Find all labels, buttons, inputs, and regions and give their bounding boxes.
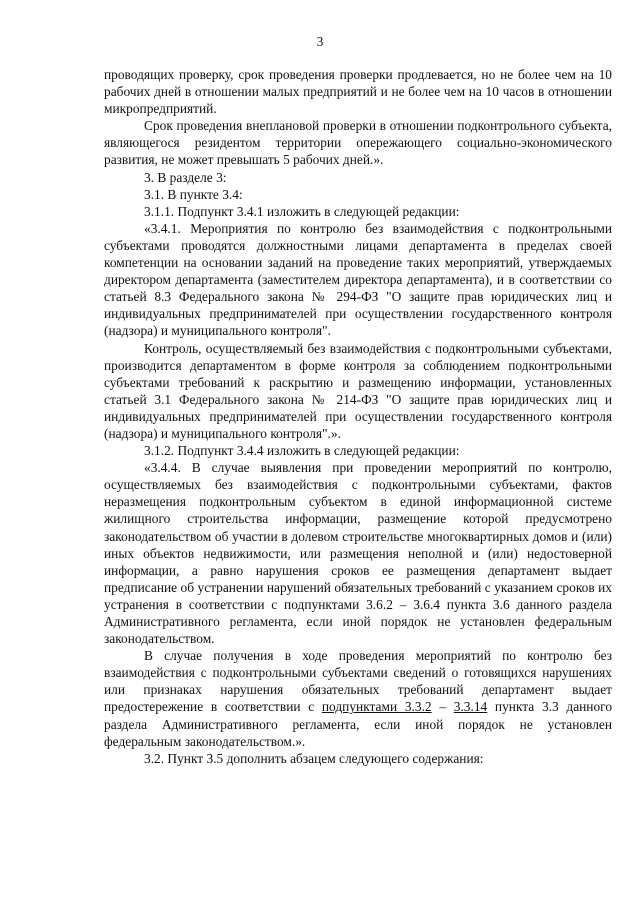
paragraph-3-4-4-text: «3.4.4. В случае выявления при проведении мероприятий по контролю, осуществляемых без взаимодействия с подконтрольными субъектами, фактов неразмещения подконтрольным субъектом в единой информационной системе жилищного строительства информации, размещение которой предусмотрено законодательством об участии в долевом строительстве многоквартирных домов и (или) иных объектов недвижимости, или размещения неполной и (или) недостоверной информации, а равно нарушения сроков ее размещения департамент выдает предписание об устранении нарушений обязательных требований с указанием сроков их устранения в соответствии с подпунктами 3.6.2 – 3.6.4 пункта 3.6 данного раздела Административного регламента, если иной порядок не установлен федеральным законодательством. (104, 460, 612, 647)
subpoints-3-3-2-link[interactable]: подпунктами 3.3.2 (321, 699, 432, 715)
paragraph-warning-issuance (104, 647, 612, 750)
paragraph-section-3: 3. В разделе 3: (144, 169, 227, 185)
dash-separator: – (431, 699, 454, 715)
paragraph-subpoint-3-1-1: 3.1.1. Подпункт 3.4.1 изложить в следующей редакции: (144, 203, 460, 219)
subpoint-3-3-14-link[interactable]: 3.3.14 (453, 699, 488, 715)
document-body (104, 66, 612, 767)
page-number: 3 (316, 34, 324, 49)
paragraph-3-4-1-text: «3.4.1. Мероприятия по контролю без взаимодействия с подконтрольными субъектами проводятся должностными лицами департамента в пределах своей компетенции на основании заданий на проведение таких мероприятий, утверждаемых директором департамента (заместителем директора департамента), и в соответствии со статьей 8.3 Федерального закона № 294-ФЗ "О защите прав юридических лиц и индивидуальных предпринимателей при осуществлении государственного контроля (надзора) и муниципального контроля". (104, 220, 612, 339)
paragraph-subpoint-3-1-2: 3.1.2. Подпункт 3.4.4 изложить в следующей редакции: (144, 443, 460, 459)
paragraph-point-3-1: 3.1. В пункте 3.4: (144, 186, 243, 202)
paragraph-control-without-interaction: Контроль, осуществляемый без взаимодействия с подконтрольными субъектами, производится департаментом в форме контроля за соблюдением подконтрольными субъектами требований к раскрытию и размещению информации, установленных статьей 3.1 Федерального закона № 214-ФЗ "О защите прав юридических лиц и индивидуальных предпринимателей при осуществлении государственного контроля (надзора) и муниципального контроля".». (104, 340, 612, 441)
paragraph-inspection-extension: проводящих проверку, срок проведения проверки продлевается, но не более чем на 10 рабочих дней в отношении малых предприятий и не более чем на 10 часов в отношении микропредприятий. (104, 67, 612, 117)
paragraph-unscheduled-inspection-term: Срок проведения внеплановой проверки в отношении подконтрольного субъекта, являющегося резидентом территории опережающего социально-экономического развития, не может превышать 5 рабочих дней.». (104, 118, 612, 168)
paragraph-warning-text-end: пункта 3.3 данного раздела Административного регламента, если иной порядок не установлен федеральным законодательством.». (104, 699, 613, 749)
paragraph-warning-text-start: В случае получения в ходе проведения мероприятий по контролю без взаимодействия с подконтрольными субъектами сведений о готовящихся нарушениях или признаках нарушения обязательных требований департамент выдает предостережение в соответствии с (104, 648, 612, 715)
paragraph-point-3-2: 3.2. Пункт 3.5 дополнить абзацем следующего содержания: (144, 750, 484, 766)
